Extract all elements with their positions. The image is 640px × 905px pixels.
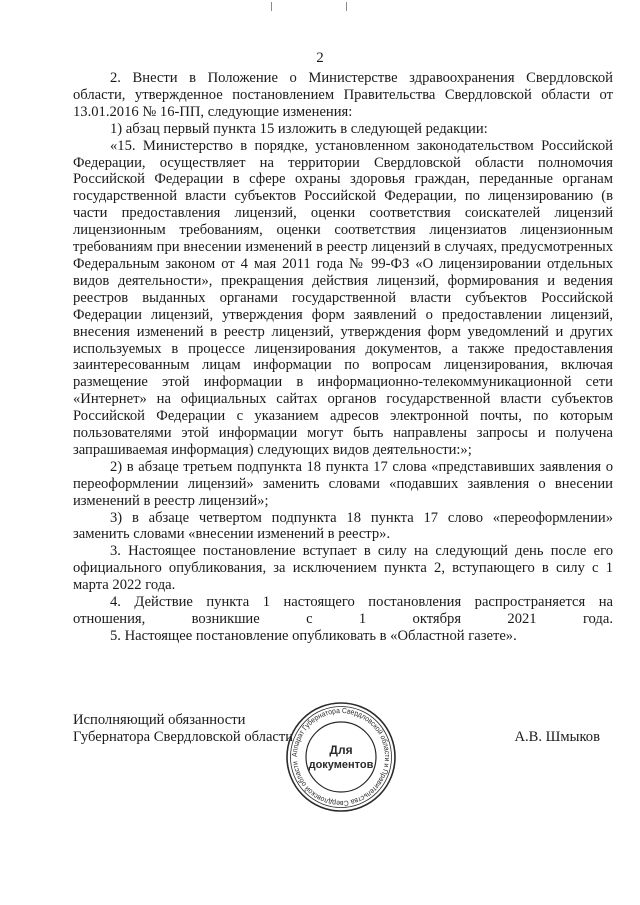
stamp-outer-ring (287, 703, 395, 811)
paragraph-15-quote: «15. Министерство в порядке, установленном законодательством Российской Федерации, осуществляет на территории Свердловской области полномочия Российской Федерации в сфере охраны здоровья граждан, переданные органам государственной власти субъектов Российской Федерации, по лицензированию (в части предоставления лицензий, оценки соответствия соискателей лицензий лицензионным требованиям, оценки соответствия лицензиатов лицензионным требованиям при внесении изменений в реестр лицензий в случаях, предусмотренных Федеральным законом от 4 мая 2011 года № 99-ФЗ «О лицензировании отдельных видов деятельности», прекращения действия лицензий, формирования и ведения реестров выданных органами государственной власти субъектов Российской Федерации лицензий, утверждения форм заявлений о предоставлении лицензий, внесения изменений в реестр лицензий, утверждения форм уведомлений и других используемых в процессе лицензирования документов, а также предоставления заинтересованным лицам информации по вопросам лицензирования, включая размещение этой информации в информационно-телекоммуникационной сети «Интернет» на официальных сайтах органов государственной власти субъектов Российской Федерации с указанием адресов электронной почты, по которым пользователями этой информации могут быть направлены запросы и получена запрашиваемая информация) следующих видов деятельности:»; (73, 137, 613, 458)
paragraph-3: 3. Настоящее постановление вступает в силу на следующий день после его официального опубликования, за исключением пункта 2, вступающего в силу с 1 марта 2022 года. (73, 543, 613, 594)
scan-mark-left (271, 2, 272, 11)
stamp-ring-text: Аппарат Губернатора Свердловской области и Правительства Свердловской области (289, 705, 393, 809)
paragraph-2-3: 3) в абзаце четвертом подпункта 18 пункта 17 слово «переоформлении» заменить словами «внесении изменений в реестр». (73, 509, 613, 543)
paragraph-2-2: 2) в абзаце третьем подпункта 18 пункта 17 слова «представивших заявления о переоформлении лицензий» заменить словами «подавших заявления о внесении изменений в реестр лицензий»; (73, 458, 613, 509)
scan-mark-right (346, 2, 347, 11)
page-number: 2 (316, 50, 324, 66)
signatory-name: А.В. Шмыков (514, 729, 600, 745)
stamp-center-line2: документов (308, 759, 374, 771)
official-stamp (284, 700, 398, 814)
signature-block (73, 712, 293, 746)
stamp-inner-ring (306, 722, 376, 792)
paragraph-2: 2. Внести в Положение о Министерстве здравоохранения Свердловской области, утвержденное постановлением Правительства Свердловской области от 13.01.2016 № 16-ПП, следующие изменения: (73, 70, 613, 120)
stamp-center-line1: Для (329, 743, 353, 757)
paragraph-5: 5. Настоящее постановление опубликовать в «Областной газете». (110, 627, 517, 644)
signatory-position-line1: Исполняющий обязанности (73, 712, 246, 728)
paragraph-2-1: 1) абзац первый пункта 15 изложить в следующей редакции: (110, 120, 488, 137)
document-body (73, 70, 613, 645)
paragraph-4: 4. Действие пункта 1 настоящего постановления распространяется на отношения, возникшие с 1 октября 2021 года. (73, 594, 613, 627)
signatory-position-line2: Губернатора Свердловской области (73, 729, 294, 745)
